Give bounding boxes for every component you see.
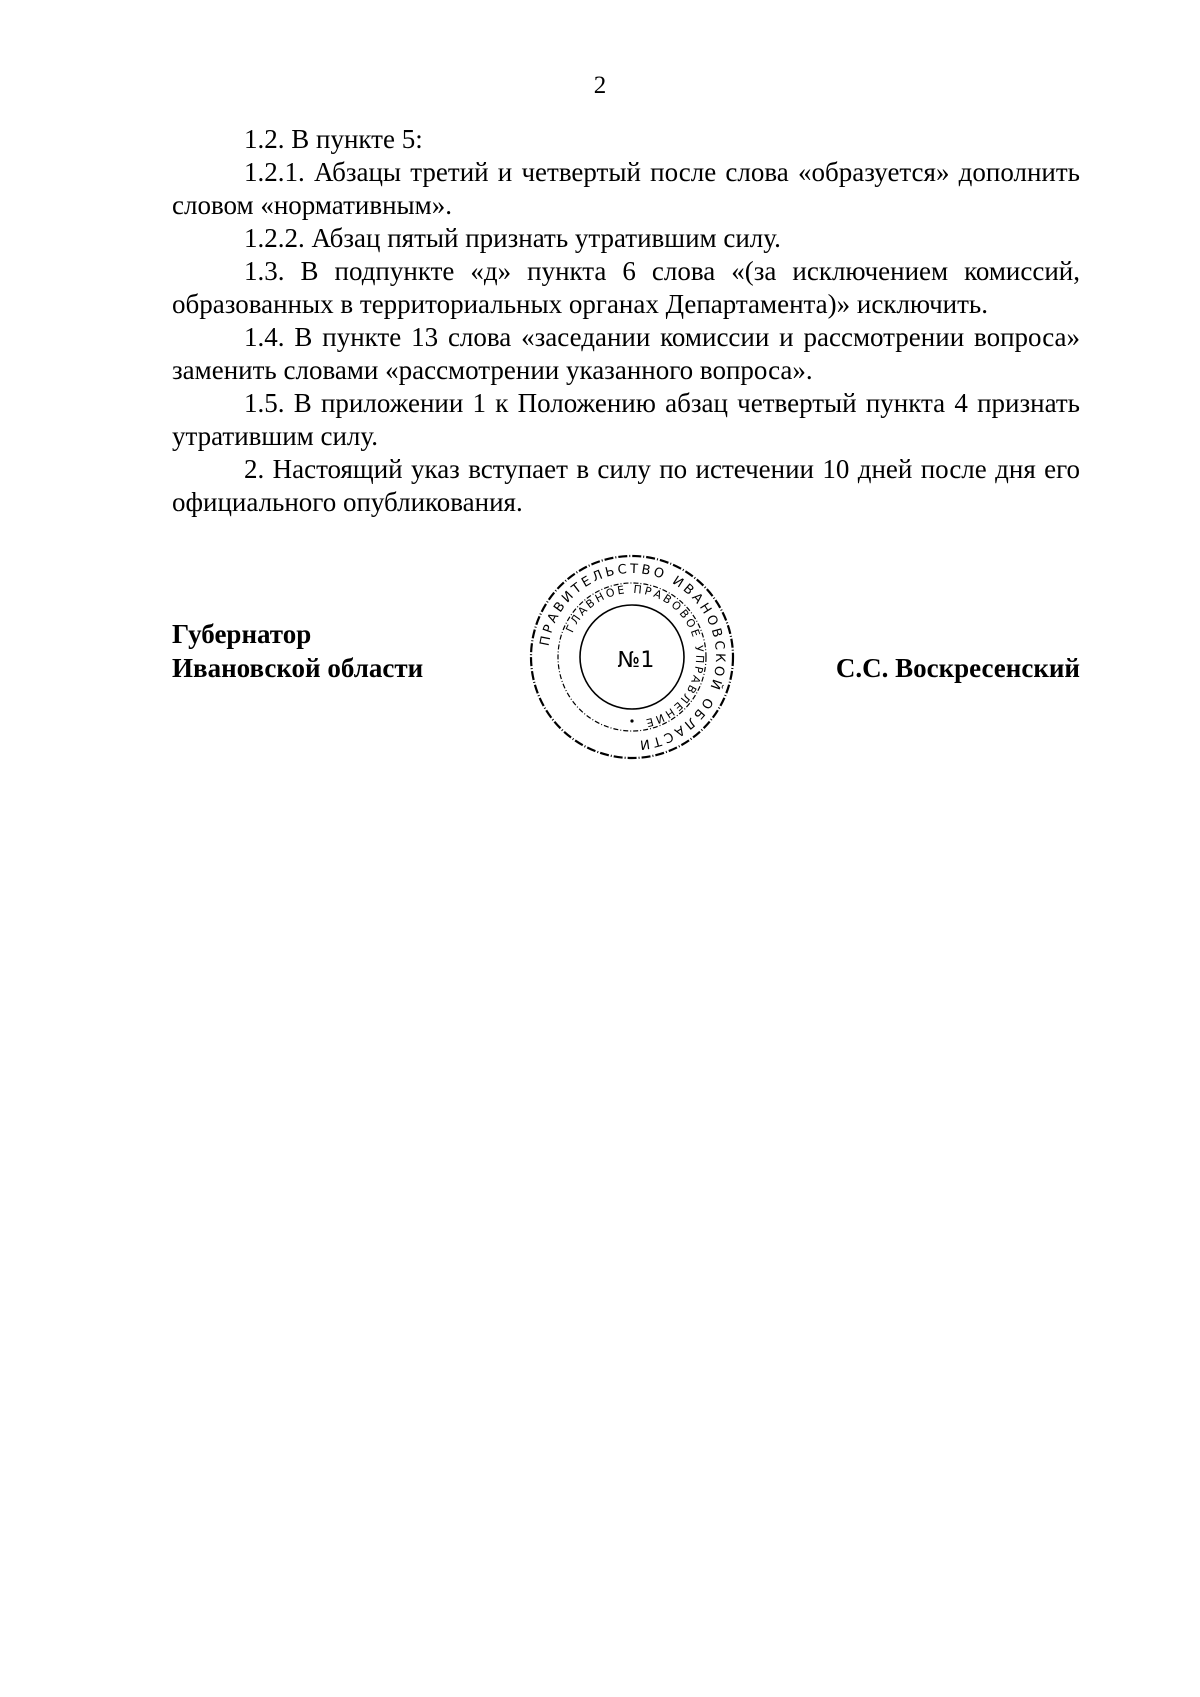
paragraph-1-4: 1.4. В пункте 13 слова «заседании комиссии и рассмотрении вопроса» заменить словами «рассмотрении указанного вопроса». [172, 322, 1080, 385]
seal-dot [630, 719, 633, 722]
seal-number: №1 [617, 648, 655, 673]
official-seal [526, 551, 738, 763]
paragraph-1-2: 1.2. В пункте 5: [244, 124, 423, 154]
seal-outer-text: ПРАВИТЕЛЬСТВО ИВАНОВСКОЙ ОБЛАСТИ [537, 561, 728, 753]
seal-icon [526, 551, 738, 763]
page-number: 2 [593, 72, 607, 99]
paragraph-1-2-1: 1.2.1. Абзацы третий и четвертый после слова «образуется» дополнить словом «нормативным». [172, 157, 1080, 220]
paragraph-1-3: 1.3. В подпункте «д» пункта 6 слова «(за исключением комиссий, образованных в территориальных органах Департамента)» исключить. [172, 256, 1080, 319]
document-body [172, 123, 1080, 519]
signatory-position-line1: Губернатор [172, 619, 312, 649]
paragraph-1-5: 1.5. В приложении 1 к Положению абзац четвертый пункта 4 признать утратившим силу. [172, 388, 1080, 451]
signatory-position-line2: Ивановской области [172, 653, 424, 683]
paragraph-1-2-2: 1.2.2. Абзац пятый признать утратившим силу. [244, 223, 781, 253]
seal-inner-text: ГЛАВНОЕ ПРАВОВОЕ УПРАВЛЕНИЕ [563, 582, 707, 730]
paragraph-2: 2. Настоящий указ вступает в силу по истечении 10 дней после дня его официального опубликования. [172, 454, 1080, 517]
signatory-name: С.С. Воскресенский [835, 653, 1080, 683]
signatory-position [172, 617, 423, 685]
